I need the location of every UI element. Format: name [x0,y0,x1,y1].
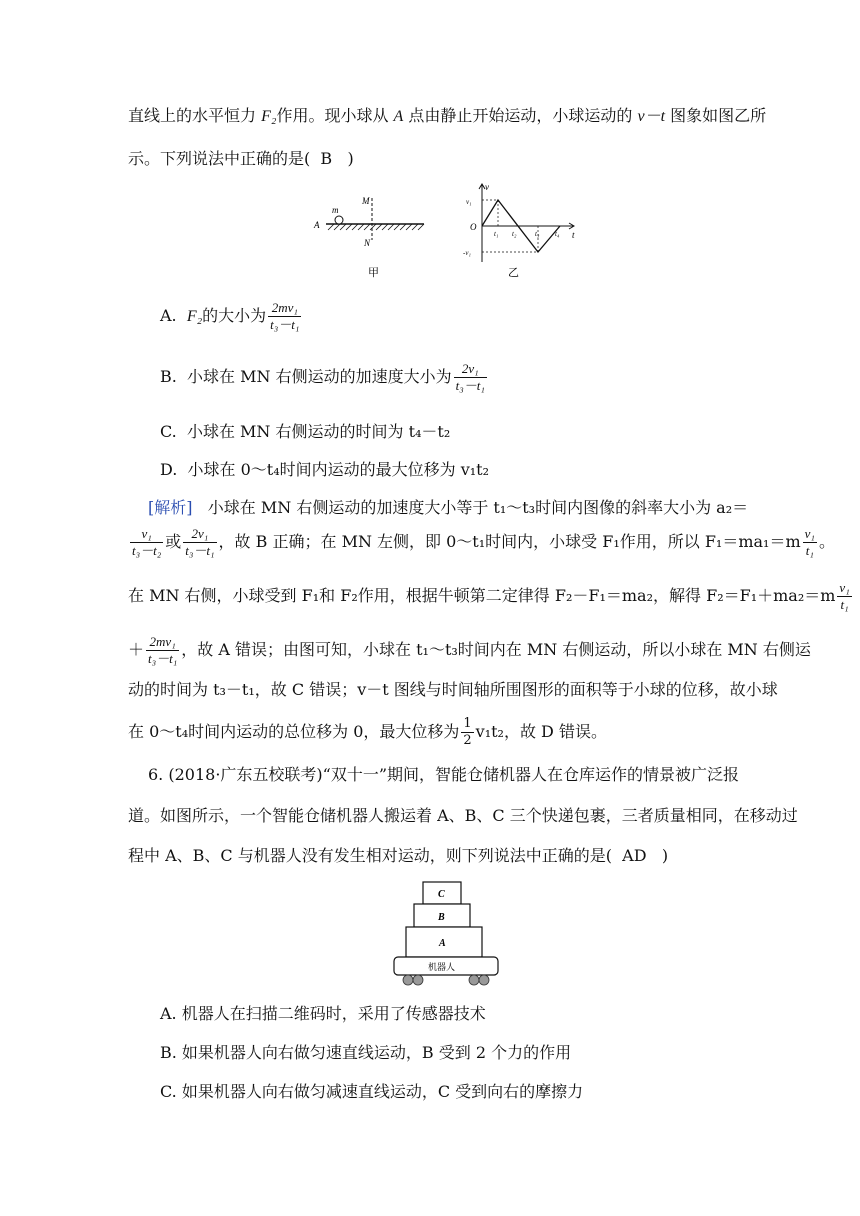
explain-line-2: $\frac{\text{v₁}}{\text{t₃－t₂}}$ 或 $\frac{\text{2v₁}}{\text{t₃－t₁}}$ ，故 B 正确；在 MN 左侧，即 0～t₁时间内，小球受 F₁作用，所以 F₁＝ma₁＝m $\frac{\text{v₁}}{\text{t₁}}$ 。 [132,526,835,558]
ball-icon [335,216,343,224]
q6-line-2: 道。如图所示，一个智能仓储机器人搬运着 A、B、C 三个快递包裹，三者质量相同，在移动过 [128,806,798,825]
fraction: $\frac{\text{v₁}}{\text{t₃－t₂}}$ [132,526,162,558]
svg-text:C: C [438,889,445,900]
explain-line-5: 动的时间为 t₃－t₁，故 C 错误；v－t 图线与时间轴所围图形的面积等于小球的位移，故小球 [128,680,778,699]
option-b: B. 小球在 MN 右侧运动的加速度大小为 $\frac{\text{2v₁}}{\text{t₃－t₁}}$ [160,361,485,393]
fraction: $\frac{\text{v₁}}{\text{t₁}}$ [804,526,815,558]
fig-jia-N: N [364,238,371,248]
q6-line-3: 程中 A、B、C 与机器人没有发生相对运动，则下列说法中正确的是( AD ) [128,846,669,865]
fig-yi-v: v [485,182,489,192]
fraction: $\frac{\text{2mv₁}}{\text{t₃－t₁}}$ [270,300,300,332]
q6-option-c: C. 如果机器人向右做匀减速直线运动，C 受到向右的摩擦力 [160,1082,584,1101]
intro-line-1: 直线上的水平恒力 F₂作用。现小球从 A 点由静止开始运动，小球运动的 v－t 图象如图乙所 [128,106,767,125]
explain-line-6: 在 0～t₄时间内运动的总位移为 0，最大位移为 $\frac{1}{2}$ v₁t₂，故 D 错误。 [128,716,607,748]
figure-jia [306,188,436,280]
svg-text:B: B [438,912,445,923]
intro-line-2: 示。下列说法中正确的是( B ) [128,149,354,168]
option-a: A. F₂的大小为 $\frac{\text{2mv₁}}{\text{t₃－t₁}}$ [160,300,300,332]
robot-figure [388,876,504,990]
option-d: D. 小球在 0～t₄时间内运动的最大位移为 v₁t₂ [160,460,490,479]
explain-line-4: ＋ $\frac{\text{2mv₁}}{\text{t₃－t₁}}$ ，故 A 错误；由图可知，小球在 t₁～t₃时间内在 MN 右侧运动，所以小球在 MN 右侧运 [128,634,811,666]
fig-jia-m: m [332,205,339,215]
fraction: $\frac{\text{2v₁}}{\text{t₃－t₁}}$ [455,361,485,393]
fig-yi-t1: t₁ [494,230,499,238]
fig-jia-A: A [314,220,320,230]
explain-line-3: 在 MN 右侧，小球受到 F₁和 F₂作用，根据牛顿第二定律得 F₂－F₁＝ma₂，解得 F₂＝F₁＋ma₂＝m $\frac{\text{v₁}}{\text{t₁}}$ [128,580,850,612]
figure-yi [462,180,592,280]
wheel-icon [469,975,479,985]
svg-text:A: A [439,938,446,949]
q6-option-b: B. 如果机器人向右做匀速直线运动，B 受到 2 个力的作用 [160,1043,572,1062]
fig-jia-M: M [362,196,370,206]
fig-yi-t2: t₂ [512,230,517,238]
fig-yi-neg-v1: -v₁ [463,249,471,257]
option-c: C. 小球在 MN 右侧运动的时间为 t₄－t₂ [160,422,451,441]
wheel-icon [403,975,413,985]
fig-jia-caption: 甲 [368,266,379,279]
fig-yi-caption: 乙 [508,266,519,279]
wheel-icon [479,975,489,985]
fraction: $\frac{\text{v₁}}{\text{t₁}}$ [839,580,850,612]
fig-yi-O: O [470,222,477,232]
fig-yi-t4: t₄ [555,230,560,238]
answer-6: AD [622,846,647,865]
answer-5: B [320,149,333,168]
fig-yi-v1: v₁ [466,198,472,206]
svg-text:机器人: 机器人 [428,963,456,973]
fig-yi-t3: t₃ [535,230,540,238]
fraction: $\frac{1}{2}$ [463,716,472,748]
fraction: $\frac{\text{2mv₁}}{\text{t₃－t₁}}$ [148,634,178,666]
fraction: $\frac{\text{2v₁}}{\text{t₃－t₁}}$ [185,526,215,558]
fig-yi-t: t [572,230,575,240]
q6-line-1: 6. (2018·广东五校联考)“双十一”期间，智能仓储机器人在仓库运作的情景被广泛报 [148,765,740,784]
q6-option-a: A. 机器人在扫描二维码时，采用了传感器技术 [160,1004,486,1023]
explain-tag: [解析] [148,498,193,517]
explain-line-1: [解析] 小球在 MN 右侧运动的加速度大小等于 t₁～t₃时间内图像的斜率大小为 a₂＝ [148,498,749,517]
wheel-icon [413,975,423,985]
